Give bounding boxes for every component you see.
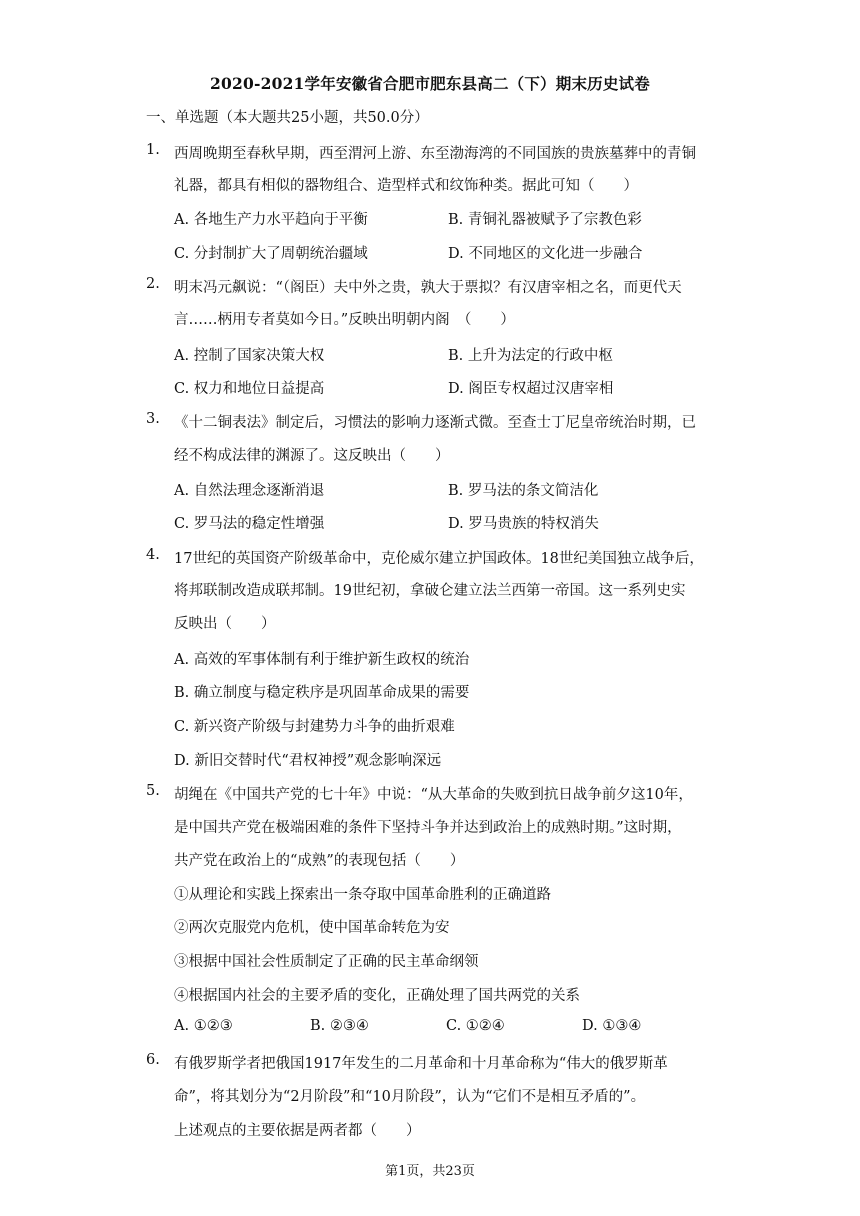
- question-text-line: 经不构成法律的渊源了。这反映出（ ）: [174, 448, 450, 464]
- question-number: 2.: [146, 276, 160, 292]
- question-number: 4.: [146, 547, 160, 563]
- question-text-line: 17世纪的英国资产阶级革命中，克伦威尔建立护国政体。18世纪美国独立战争后，: [174, 551, 704, 567]
- option-b: B. 上升为法定的行政中枢: [448, 348, 613, 364]
- option-a: A. 控制了国家决策大权: [174, 348, 325, 364]
- option-b: B. 确立制度与稳定秩序是巩固革命成果的需要: [174, 685, 470, 701]
- statement-4: ④根据国内社会的主要矛盾的变化，正确处理了国共两党的关系: [174, 988, 580, 1004]
- question-text-line: 言……柄用专者莫如今日。”反映出明朝内阁 （ ）: [174, 312, 515, 328]
- question-number: 1.: [146, 142, 160, 158]
- statement-3: ③根据中国社会性质制定了正确的民主革命纲领: [174, 954, 479, 970]
- option-b: B. 青铜礼器被赋予了宗教色彩: [448, 212, 642, 228]
- question-text-line: 《十二铜表法》制定后，习惯法的影响力逐渐式微。至查士丁尼皇帝统治时期，已: [174, 415, 696, 431]
- option-a: A. 自然法理念逐渐消退: [174, 483, 325, 499]
- section-heading: 一、单选题（本大题共25小题，共50.0分）: [146, 110, 429, 126]
- option-a: A. 高效的军事体制有利于维护新生政权的统治: [174, 652, 470, 668]
- option-d: D. ①③④: [582, 1018, 642, 1034]
- option-d: D. 罗马贵族的特权消失: [448, 516, 599, 532]
- question-text-line: 明末冯元飙说：“（阁臣）夫中外之贵，孰大于票拟？有汉唐宰相之名，而更代天: [174, 280, 682, 296]
- question-text-line: 命”，将其划分为“2月阶段”和“10月阶段”，认为“它们不是相互矛盾的”。: [174, 1089, 646, 1105]
- question-text-line: 将邦联制改造成联邦制。19世纪初，拿破仑建立法兰西第一帝国。这一系列史实: [174, 583, 686, 599]
- option-a: A. 各地生产力水平趋向于平衡: [174, 212, 368, 228]
- question-number: 6.: [146, 1052, 160, 1068]
- option-d: D. 不同地区的文化进一步融合: [448, 246, 643, 262]
- option-a: A. ①②③: [174, 1018, 233, 1034]
- question-text-line: 是中国共产党在极端困难的条件下坚持斗争并达到政治上的成熟时期。”这时期，: [174, 820, 682, 836]
- question-text-line: 有俄罗斯学者把俄国1917年发生的二月革命和十月革命称为“伟大的俄罗斯革: [174, 1056, 668, 1072]
- option-c: C. 分封制扩大了周朝统治疆域: [174, 246, 368, 262]
- question-text-line: 西周晚期至春秋早期，西至渭河上游、东至渤海湾的不同国族的贵族墓葬中的青铜: [174, 146, 696, 162]
- question-text-line: 反映出（ ）: [174, 616, 276, 632]
- question-number: 5.: [146, 783, 160, 799]
- option-b: B. ②③④: [310, 1018, 369, 1034]
- option-c: C. 新兴资产阶级与封建势力斗争的曲折艰难: [174, 719, 455, 735]
- question-text-line: 胡绳在《中国共产党的七十年》中说：“从大革命的失败到抗日战争前夕这10年，: [174, 787, 693, 803]
- option-c: C. ①②④: [446, 1018, 505, 1034]
- question-text-line: 礼器，都具有相似的器物组合、造型样式和纹饰种类。据此可知（ ）: [174, 178, 638, 194]
- question-text-line: 上述观点的主要依据是两者都（ ）: [174, 1123, 421, 1139]
- option-c: C. 权力和地位日益提高: [174, 381, 325, 397]
- statement-1: ①从理论和实践上探索出一条夺取中国革命胜利的正确道路: [174, 887, 551, 903]
- option-d: D. 阁臣专权超过汉唐宰相: [448, 381, 614, 397]
- page-title: 2020-2021学年安徽省合肥市肥东县高二（下）期末历史试卷: [210, 74, 650, 93]
- page-number: 第1页，共23页: [385, 1164, 475, 1179]
- option-d: D. 新旧交替时代“君权神授”观念影响深远: [174, 753, 442, 769]
- question-number: 3.: [146, 411, 160, 427]
- option-b: B. 罗马法的条文简洁化: [448, 483, 599, 499]
- option-c: C. 罗马法的稳定性增强: [174, 516, 325, 532]
- statement-2: ②两次克服党内危机，使中国革命转危为安: [174, 920, 450, 936]
- question-text-line: 共产党在政治上的“成熟”的表现包括（ ）: [174, 853, 465, 869]
